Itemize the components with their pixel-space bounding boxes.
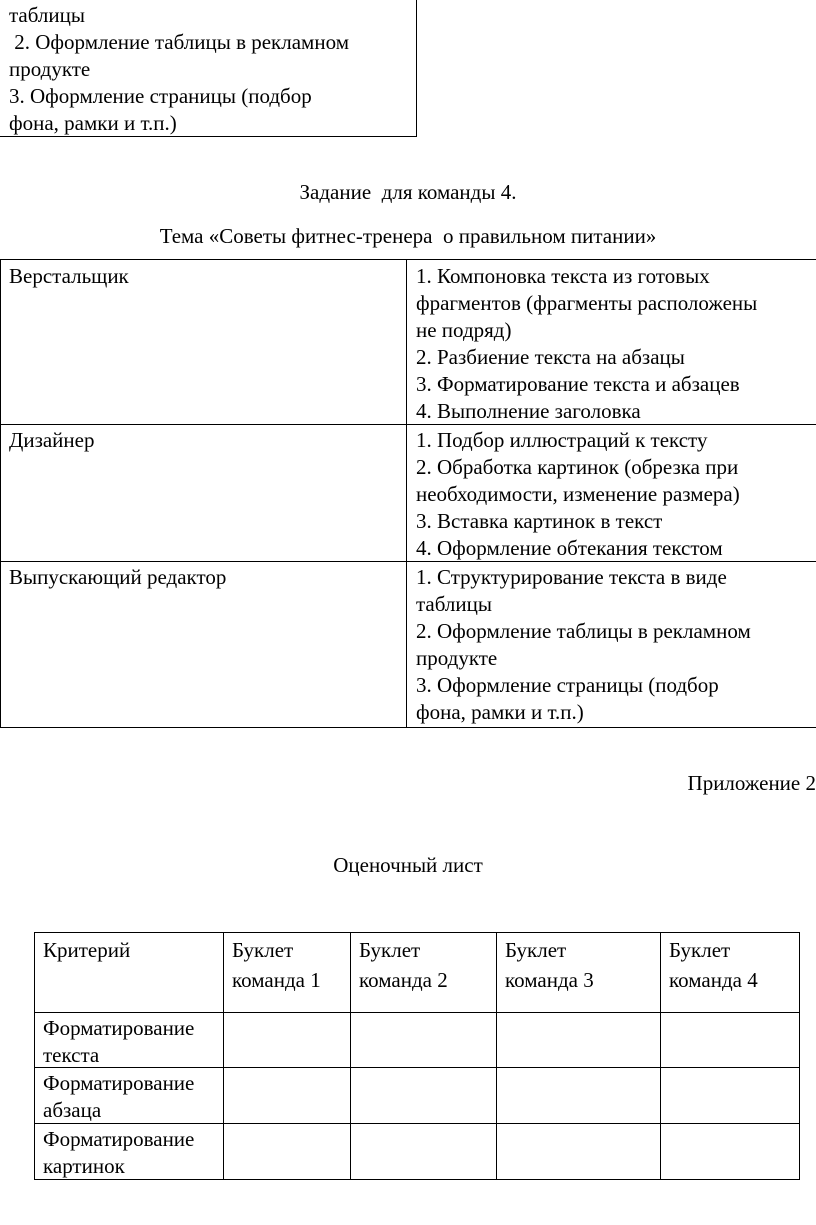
- role-cell: Дизайнер: [9, 428, 95, 452]
- table-border: [0, 259, 1, 728]
- top-fragment-line: 3. Оформление страницы (подбор: [9, 84, 312, 108]
- top-fragment-text: [9, 2, 414, 137]
- roles-table: [0, 259, 816, 728]
- eval-header-team-2: Буклет команда 2: [359, 938, 448, 992]
- appendix-label: Приложение 2: [687, 771, 816, 795]
- top-fragment-box: [0, 0, 417, 137]
- eval-criterion-cell: Форматирование картинок: [43, 1127, 195, 1178]
- table-border: [34, 1012, 800, 1013]
- eval-criterion-cell: Форматирование текста: [43, 1016, 195, 1067]
- duties-cell: 1. Подбор иллюстраций к тексту 2. Обработка картинок (обрезка при необходимости, изменение размера) 3. Вставка картинок в текст 4. Оформление обтекания текстом: [416, 428, 740, 560]
- eval-header-team-4: Буклет команда 4: [669, 938, 758, 992]
- role-cell: Верстальщик: [9, 264, 129, 288]
- duties-cell: 1. Компоновка текста из готовых фрагментов (фрагменты расположены не подряд) 2. Разбиение текста на абзацы 3. Форматирование текста и абзацев 4. Выполнение заголовка: [416, 264, 758, 423]
- task-theme: Тема «Советы фитнес-тренера о правильном питании»: [159, 224, 657, 248]
- evaluation-table: [34, 932, 800, 1180]
- top-fragment-line: таблицы: [9, 3, 85, 27]
- top-fragment-line: продукте: [9, 57, 91, 81]
- eval-header-team-1: Буклет команда 1: [232, 938, 321, 992]
- task-heading: Задание для команды 4.: [299, 180, 517, 204]
- top-fragment-line: фона, рамки и т.п.): [9, 111, 177, 135]
- eval-header-team-3: Буклет команда 3: [505, 938, 594, 992]
- top-fragment-line: 2. Оформление таблицы в рекламном: [9, 30, 349, 54]
- eval-header-criterion: Критерий: [43, 938, 131, 962]
- table-border: [0, 727, 816, 728]
- eval-criterion-cell: Форматирование абзаца: [43, 1071, 195, 1122]
- table-border: [34, 932, 800, 933]
- role-cell: Выпускающий редактор: [9, 565, 227, 589]
- table-border: [799, 932, 800, 1180]
- appendix-title: Оценочный лист: [333, 853, 483, 877]
- duties-cell: 1. Структурирование текста в виде таблицы 2. Оформление таблицы в рекламном продукте 3. Оформление страницы (подбор фона, рамки и т.п.): [416, 565, 751, 724]
- table-border: [0, 259, 816, 260]
